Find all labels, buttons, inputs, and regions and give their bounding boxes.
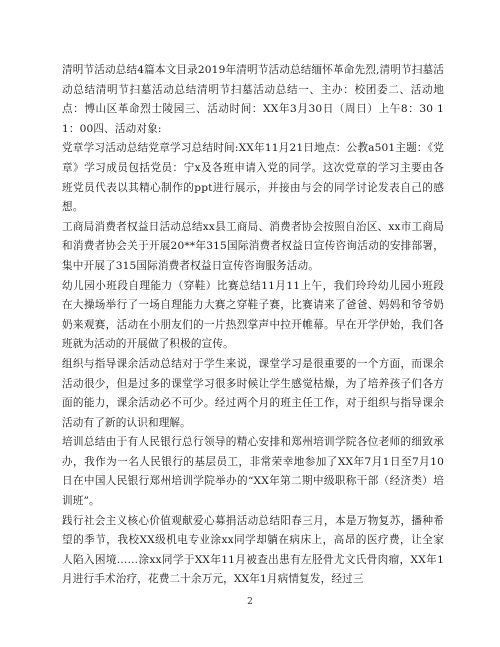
paragraph-extracurricular-activities: 组织与指导课余活动总结对于学生来说，课堂学习是很重要的一个方面，而课余活动很少，但是过多的课堂学习很多时候让学生感觉枯燥，为了培养孩子们各方面的能力，课余活动必不可少。经过两个月的班主任工作，对于组织与指导课余活动有了新的认识和理解。 (62, 357, 444, 429)
page-number: 2 (247, 597, 253, 607)
paragraph-consumer-rights-day: 工商局消费者权益日活动总结xx县工商局、消费者协会按照自治区、xx市工商局和消费者协会关于开展20**年315国际消费者权益日宣传咨询活动的安排部署，集中开展了315国际消费者权益日宣传咨询服务活动。 (62, 220, 444, 272)
paragraph-bank-training: 培训总结由于有人民银行总行领导的精心安排和郑州培训学院各位老师的细致承办，我作为一名人民银行的基层员工，非常荣幸地参加了XX年7月1日至7月10日在中国人民银行郑州培训学院举办的“XX年第二期中级职称干部（经济类）培训班”。 (62, 436, 444, 508)
paragraph-qingming-summary: 清明节活动总结4篇本文目录2019年清明节活动总结缅怀革命先烈,清明节扫墓活动总结清明节扫墓活动总结清明节扫墓活动总结一、主办：校团委二、活动地点：博山区革命烈士陵园三、活动时间：XX年3月30日（周日）上午8：30 11：00四、活动对象: (62, 64, 444, 135)
paragraph-party-constitution-study: 党章学习活动总结党章学习总结时间:XX年11月21日地点：公教a501主题：《党章》学习成员包括党员：宁x及各班申请入党的同学。这次党章的学习主要由各班党员代表以其精心制作的ppt进行展示，并接由与会的同学讨论发表自己的感想。 (62, 142, 444, 214)
paragraph-charity-donation: 践行社会主义核心价值观献爱心募捐活动总结阳春三月，本是万物复苏，播种希望的季节，我校XX级机电专业涂xx同学却躺在病床上，高昂的医疗费，让全家人陷入困境……涂xx同学于XX年11月被查出患有左胫骨尤文氏骨肉瘤，XX年1月进行手术治疗，花费二十余万元，XX年1月病情复发，经过三 (62, 514, 444, 586)
paragraph-kindergarten-shoe-contest: 幼儿园小班段自理能力（穿鞋）比赛总结11月11上午，我们玲玲幼儿园小班段在大操场举行了一场自理能力大赛之穿鞋子赛，比赛请来了爸爸、妈妈和爷爷奶奶来观赛，活动在小朋友们的一片热烈掌声中拉开帷幕。早在开学伊始，我们各班就为活动的开展做了积极的宣传。 (62, 279, 444, 351)
document-body (62, 61, 444, 590)
